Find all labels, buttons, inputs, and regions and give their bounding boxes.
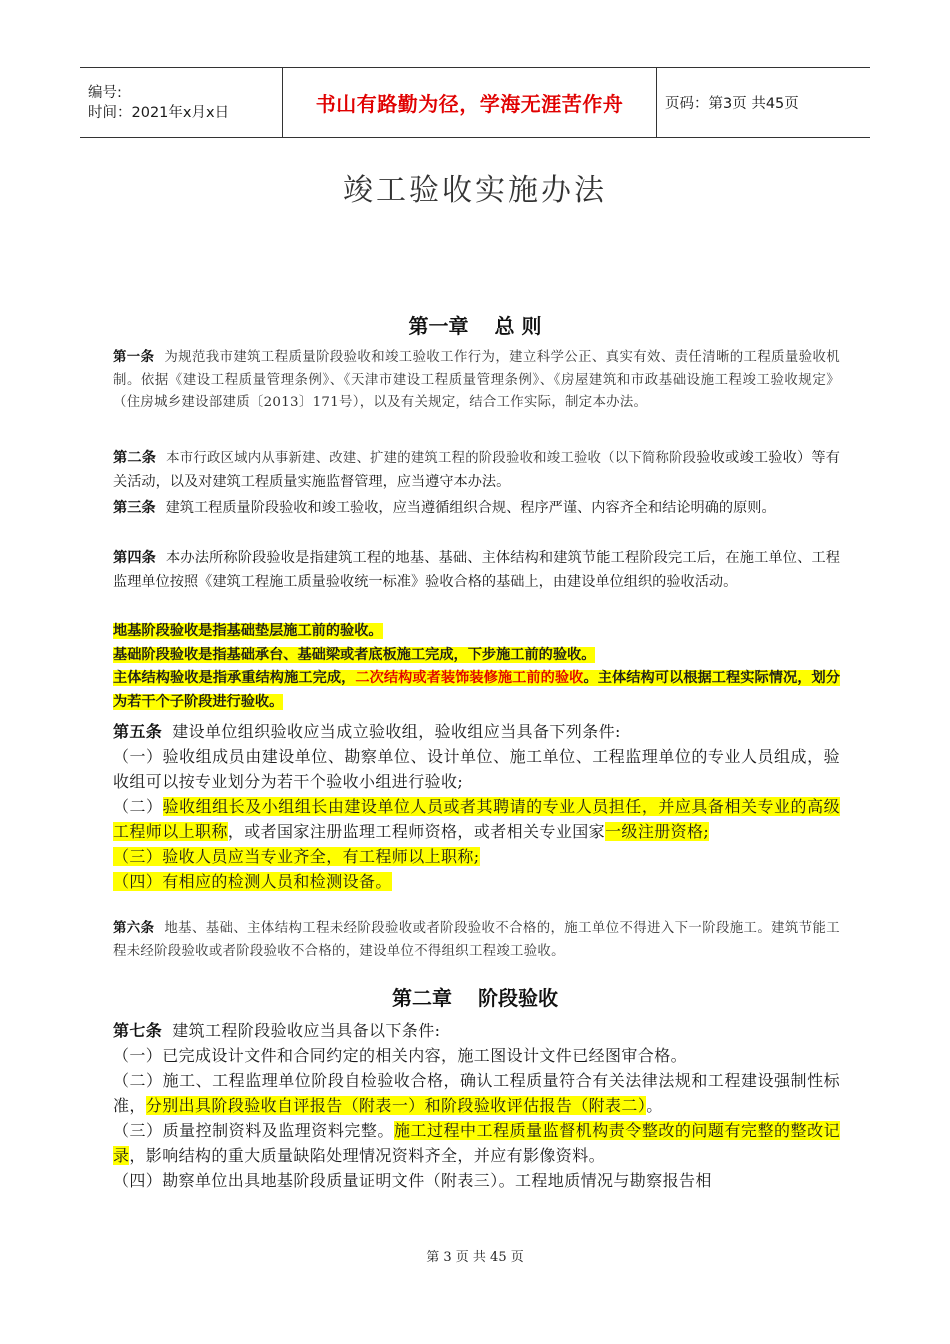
article-4-line-2: 基础阶段验收是指基础承台、基础梁或者底板施工完成，下步施工前的验收。 bbox=[113, 646, 596, 663]
page-footer: 第 3 页 共 45 页 bbox=[426, 1250, 524, 1265]
article-5-item-4: （四）有相应的检测人员和检测设备。 bbox=[113, 872, 392, 891]
article-4-line-3-b: 。主体结构可以根据工程实际情况，划分为若干个子阶段进行验收。 bbox=[113, 670, 840, 710]
article-5-item-1: （一）验收组成员由建设单位、勘察单位、设计单位、施工单位、工程监理单位的专业人员组成，验收组可以按专业划分为若干个验收小组进行验收; bbox=[113, 747, 840, 791]
article-2-label: 第二条 bbox=[113, 450, 157, 466]
article-5-item-2 bbox=[113, 794, 840, 844]
header-meta bbox=[80, 68, 283, 137]
article-7-label: 第七条 bbox=[113, 1021, 163, 1040]
article-5-item-2-mid: ，或者国家注册监理工程师资格，或者相关专业国家 bbox=[227, 822, 606, 841]
article-3-label: 第三条 bbox=[113, 500, 156, 516]
article-5-label: 第五条 bbox=[113, 722, 163, 741]
article-4-line-3-a: 主体结构验收是指承重结构施工完成， bbox=[113, 670, 356, 686]
article-7-item-4: （四）勘察单位出具地基阶段质量证明文件（附表三）。工程地质情况与勘察报告相 bbox=[113, 1171, 712, 1190]
article-1 bbox=[113, 346, 840, 415]
article-5-item-2-highlight-2: 一级注册资格; bbox=[605, 822, 710, 841]
article-5-item-3: （三）验收人员应当专业齐全，有工程师以上职称; bbox=[113, 847, 480, 866]
chapter-1-number: 第一章 bbox=[408, 314, 469, 338]
article-7-item-2 bbox=[113, 1068, 840, 1118]
article-2-text-a: 本市行政区域内从事新建、改建、扩建的建筑工程的阶段验收和竣工验收（以下简称阶段 bbox=[166, 451, 697, 466]
article-2-text-b: 验收或竣工验收）等有关活动，以及对建筑工程质量实施监督管理，应当遵守本办法。 bbox=[113, 450, 840, 490]
header-motto-cell bbox=[283, 68, 657, 137]
document-number-label: 编号: bbox=[88, 84, 122, 101]
article-3-text: 建筑工程质量阶段验收和竣工验收，应当遵循组织合规、程序严谨、内容齐全和结论明确的原则。 bbox=[165, 500, 776, 516]
document-title: 竣工验收实施办法 bbox=[343, 173, 607, 208]
article-6 bbox=[113, 918, 840, 963]
article-4 bbox=[113, 547, 840, 594]
header-page-label: 页码：第3页 共45页 bbox=[665, 96, 799, 112]
page-header bbox=[80, 67, 870, 138]
article-7-item-1: （一）已完成设计文件和合同约定的相关内容，施工图设计文件已经图审合格。 bbox=[113, 1046, 688, 1065]
article-7-item-2-a: （二）施工、工程监理单位阶段自检验收合格，确认工程质量符合有关法律法规和工程建设强制性标准， bbox=[113, 1071, 840, 1115]
header-page-cell bbox=[657, 68, 870, 137]
article-5-item-2-highlight-1: 验收组组长及小组组长由建设单位人员或者其聘请的专业人员担任，并应具备相关专业的高级工程师以上职称 bbox=[113, 797, 840, 841]
article-4-label: 第四条 bbox=[113, 550, 157, 566]
article-5-item-2-prefix: （二） bbox=[113, 797, 163, 816]
chapter-2-heading bbox=[0, 982, 950, 1011]
article-4-text: 本办法所称阶段验收是指建筑工程的地基、基础、主体结构和建筑节能工程阶段完工后，在施工单位、工程监理单位按照《建筑工程施工质量验收统一标准》验收合格的基础上，由建设单位组织的验收活动。 bbox=[113, 550, 840, 590]
article-1-text: 为规范我市建筑工程质量阶段验收和竣工验收工作行为，建立科学公正、真实有效、责任清晰的工程质量验收机制。依据《建设工程质量管理条例》、《天津市建设工程质量管理条例》、《房屋建筑和市政基础设施工程竣工验收规定》（住房城乡建设部建质〔2013〕171号），以及有关规定，结合工作实际，制定本办法。 bbox=[113, 350, 840, 410]
article-4-line-3-red: 二次结构或者装饰装修施工前的验收 bbox=[355, 670, 584, 686]
article-5 bbox=[113, 719, 840, 894]
article-4-line-1: 地基阶段验收是指基础垫层施工前的验收。 bbox=[113, 623, 383, 639]
article-3 bbox=[113, 497, 840, 521]
header-motto: 书山有路勤为径，学海无涯苦作舟 bbox=[315, 92, 624, 116]
article-7-item-3-b: ，影响结构的重大质量缺陷处理情况资料齐全，并应有影像资料。 bbox=[129, 1146, 606, 1165]
chapter-1-name: 总 则 bbox=[494, 314, 542, 338]
article-4-line-3 bbox=[113, 670, 840, 710]
article-4-highlights bbox=[113, 620, 840, 714]
chapter-1-heading bbox=[0, 310, 950, 339]
article-7-item-3-a: （三）质量控制资料及监理资料完整。 bbox=[113, 1121, 394, 1140]
document-time-label: 时间：2021年x月x日 bbox=[88, 104, 230, 121]
article-7-item-3-highlight: 施工过程中工程质量监督机构责令整改的问题有完整的整改记录 bbox=[113, 1121, 840, 1165]
article-1-label: 第一条 bbox=[113, 349, 155, 365]
article-7 bbox=[113, 1018, 840, 1193]
article-7-text: 建筑工程阶段验收应当具备以下条件: bbox=[172, 1021, 441, 1040]
article-7-item-3 bbox=[113, 1118, 840, 1168]
article-7-item-2-b: 。 bbox=[646, 1096, 663, 1115]
article-5-text: 建设单位组织验收应当成立验收组，验收组应当具备下列条件: bbox=[172, 722, 621, 741]
article-6-text: 地基、基础、主体结构工程未经阶段验收或者阶段验收不合格的，施工单位不得进入下一阶段施工。建筑节能工程未经阶段验收或者阶段验收不合格的，建设单位不得组织工程竣工验收。 bbox=[113, 921, 840, 959]
chapter-2-name: 阶段验收 bbox=[478, 986, 558, 1010]
article-6-label: 第六条 bbox=[113, 921, 155, 936]
article-2 bbox=[113, 447, 840, 494]
chapter-2-number: 第二章 bbox=[392, 986, 452, 1010]
article-7-item-2-highlight: 分别出具阶段验收自评报告（附表一）和阶段验收评估报告（附表二） bbox=[145, 1096, 647, 1115]
